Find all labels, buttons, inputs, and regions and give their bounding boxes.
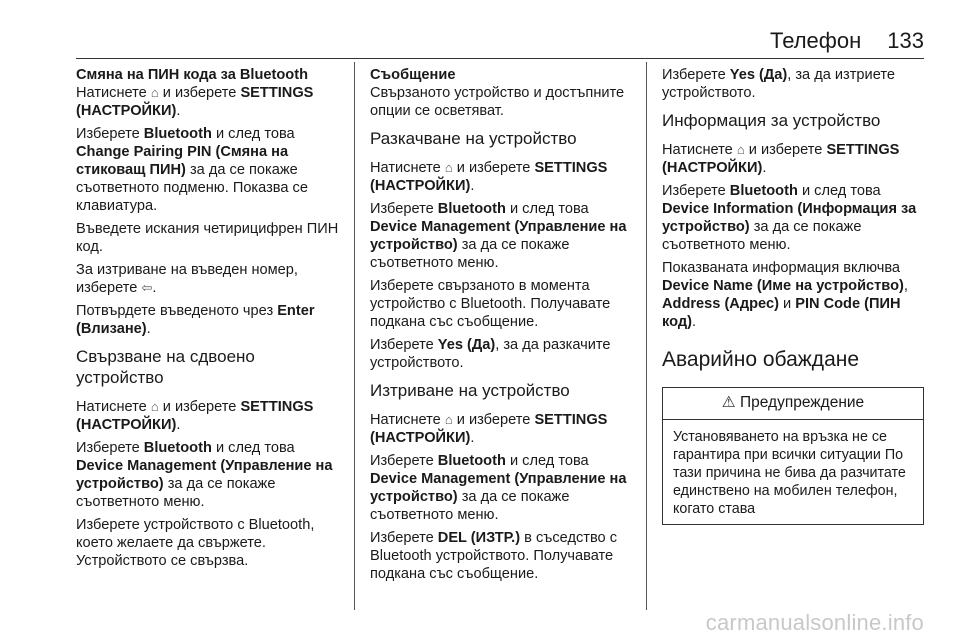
- paragraph: Въведете искания четирицифрен ПИН код.: [76, 221, 339, 255]
- paragraph: Изберете Yes (Да), за да разкачите устройството.: [370, 337, 611, 371]
- paragraph: Потвърдете въведеното чрез Enter (Влизане).: [76, 303, 315, 337]
- paragraph: Натиснете ⌂ и изберете SETTINGS (НАСТРОЙКИ).: [76, 399, 314, 433]
- page-title: Телефон: [770, 28, 862, 53]
- message-label: Съобщение: [370, 67, 456, 83]
- paragraph: Свързаното устройство и достъпните опции се осветяват.: [370, 85, 625, 119]
- column-divider: [354, 62, 355, 610]
- home-icon: ⌂: [444, 160, 453, 175]
- warning-text: Установяването на връзка не се гарантира при всички ситуации По тази причина не бива да разчитате единствено на мобилен телефон, когато става: [673, 429, 906, 517]
- watermark: carmanualsonline.info: [705, 610, 924, 635]
- paragraph: Натиснете ⌂ и изберете SETTINGS (НАСТРОЙКИ).: [662, 142, 900, 176]
- home-icon: ⌂: [736, 142, 745, 157]
- section-heading: Разкачване на устройство: [370, 129, 577, 148]
- paragraph: За изтриване на въведен номер, изберете ⇦.: [76, 262, 298, 296]
- paragraph: Изберете Bluetooth и след това Device Management (Управление на устройство) за да се покаже съответното меню.: [76, 440, 333, 510]
- paragraph: Изберете Yes (Да), за да изтриете устройството.: [662, 67, 895, 101]
- paragraph: Изберете DEL (ИЗТР.) в съседство с Bluetooth устройството. Получавате подкана със съобщение.: [370, 530, 618, 582]
- paragraph: Изберете Bluetooth и след това Device Management (Управление на устройство) за да се покаже съответното меню.: [370, 201, 627, 271]
- paragraph: Изберете Bluetooth и след това Change Pairing PIN (Смяна на стиковащ ПИН) за да се покаже съответното подменю. Показва се клавиатура.: [76, 126, 308, 214]
- warning-box: [662, 387, 924, 525]
- paragraph: Натиснете ⌂ и изберете SETTINGS (НАСТРОЙКИ).: [370, 412, 608, 446]
- paragraph: Натиснете ⌂ и изберете SETTINGS (НАСТРОЙКИ).: [370, 160, 608, 194]
- warning-title: Предупреждение: [740, 394, 865, 411]
- section-heading: Свързване на сдвоено устройство: [76, 347, 255, 387]
- section-heading: Информация за устройство: [662, 111, 881, 130]
- paragraph: Показваната информация включва Device Name (Име на устройство), Address (Адрес) и PIN Code (ПИН код).: [662, 260, 908, 330]
- page-number: 133: [887, 28, 924, 53]
- column-3: [662, 66, 924, 525]
- paragraph: Натиснете ⌂ и изберете SETTINGS (НАСТРОЙКИ).: [76, 85, 314, 119]
- page-header: [770, 28, 924, 54]
- home-icon: ⌂: [444, 412, 453, 427]
- paragraph: Изберете устройството с Bluetooth, което желаете да свържете. Устройството се свързва.: [76, 517, 315, 569]
- column-divider: [646, 62, 647, 610]
- chapter-heading: Аварийно обаждане: [662, 348, 860, 371]
- paragraph: Изберете свързаното в момента устройство с Bluetooth. Получавате подкана със съобщение.: [370, 278, 611, 330]
- home-icon: ⌂: [150, 399, 159, 414]
- backspace-icon: ⇦: [141, 280, 153, 295]
- warning-header: [663, 388, 923, 420]
- paragraph: Изберете Bluetooth и след това Device Information (Информация за устройство) за да се покаже съответното меню.: [662, 183, 917, 253]
- section-heading: Изтриване на устройство: [370, 381, 570, 400]
- paragraph: Изберете Bluetooth и след това Device Management (Управление на устройство) за да се покаже съответното меню.: [370, 453, 627, 523]
- warning-triangle-icon: ⚠: [721, 394, 736, 411]
- column-1: [76, 66, 342, 575]
- header-rule: [76, 58, 924, 59]
- column-2: [370, 66, 636, 588]
- home-icon: ⌂: [150, 85, 159, 100]
- section-title: Смяна на ПИН кода за Bluetooth: [76, 67, 308, 83]
